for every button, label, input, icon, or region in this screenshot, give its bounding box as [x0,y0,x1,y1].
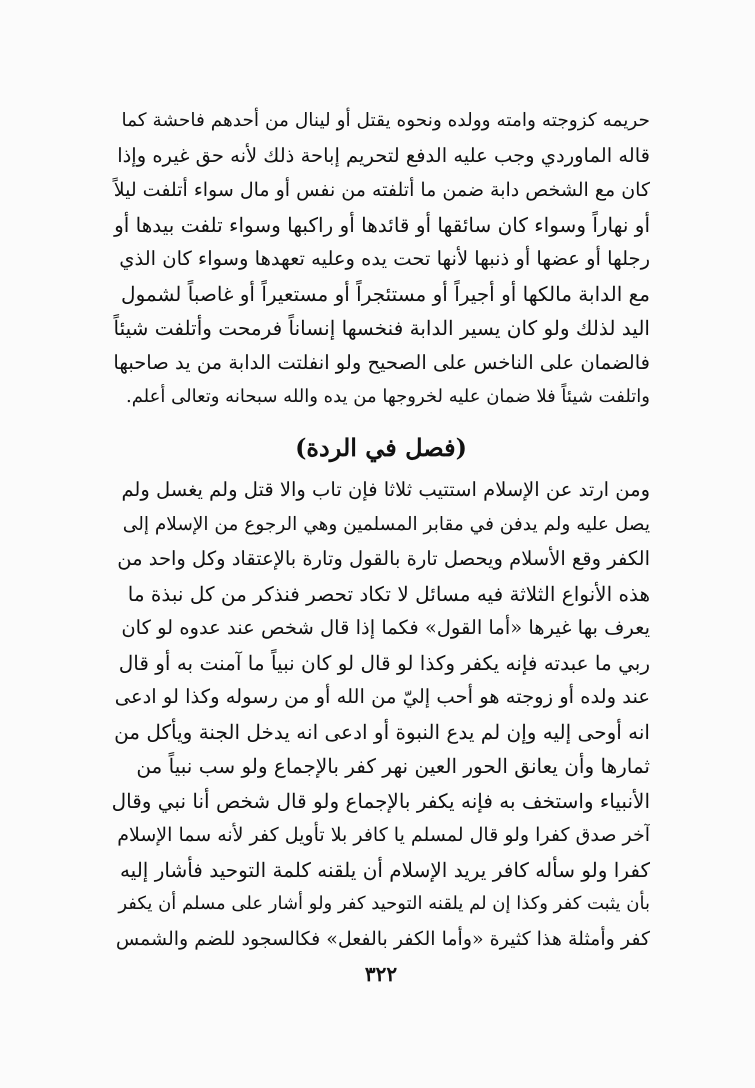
text-line: كان مع الشخص دابة ضمن ما أتلفته من نفس أو مال سواء أتلفت ليلاً [113,179,650,201]
text-line: آخر صدق كفرا ولو قال لمسلم يا كافر بلا تأويل كفر لأنه سما الإسلام [117,824,650,846]
text-line: ثمارها وأن يعانق الحور العين نهر كفر بالإجماع ولو سب نبياً من [136,754,650,778]
text-line: قاله الماوردي وجب عليه الدفع لتحريم إباحة ذلك لأنه حق غيره وإذا [117,143,650,167]
paragraph-2 [112,473,650,956]
text-line: ربي ما عبدته فإنه يكفر وكذا لو قال لو كان نبياً ما آمنت به أو قال [118,650,650,675]
section-heading: (فصل في الردة) [295,433,467,462]
text-line: أو نهاراً وسواء كان سائقها أو قائدها أو راكبها وسواء تلفت بيدها أو [114,212,650,237]
text-line: يعرف بها غيرها «أما القول» فكما إذا قال شخص عند عدوه لو كان [121,616,650,639]
text-line: بأن يثبت كفر وكذا إن لم يلقنه التوحيد كفر ولو أشار على مسلم أن يكفر [118,893,650,914]
text-line: اليد لذلك ولو كان يسير الدابة فنخسها إنساناً فرمحت وأتلفت شيئاً [113,316,650,340]
text-line: يصل عليه ولم يدفن في مقابر المسلمين وهي الرجوع من الإسلام إلى [122,513,650,535]
text-line: الكفر وقع الأسلام ويحصل تارة بالقول وتارة بالإعتقاد وكل واحد من [117,547,650,570]
text-line: رجلها أو عضها أو ذنبها لأنها تحت يده وعليه تعهدها وسواء كان الذي [119,247,650,270]
page-number: ٣٢٢ [364,962,398,986]
paragraph-1 [112,104,650,415]
text-line: انه أوحى إليه وإن لم يدع النبوة أو ادعى انه يدخل الجنة ويأكل من [114,719,650,744]
text-line: عند ولده أو زوجته هو أحب إليّ من الله أو من رسوله وكذا لو ادعى [114,685,650,708]
text-line: حريمه كزوجته وامته وولده ونحوه يقتل أو لينال من أحدهم فاحشة كما [121,110,650,131]
text-line: ومن ارتد عن الإسلام استتيب ثلاثا فإن تاب والا قتل ولم يغسل ولم [121,478,650,501]
text-line: مع الدابة مالكها أو أجيراً أو مستئجراً أو مستعيراً أو غاصباً لشمول [121,281,650,306]
text-line: كفر وأمثلة هذا كثيرة «وأما الكفر بالفعل» فكالسجود للضم والشمس [115,927,650,950]
text-line: فالضمان على الناخس على الصحيح ولو انفلتت الدابة من يد صاحبها [113,350,650,374]
text-line: هذه الأنواع الثلاثة فيه مسائل لا تكاد تحصر فنذكر من كل نبذة ما [127,581,650,606]
text-line: واتلفت شيئاً فلا ضمان عليه لخروجها من يده والله سبحانه وتعالى أعلم. [125,386,650,407]
text-line: الأنبياء واستخف به فإنه يكفر بالإجماع ولو قال شخص أنا نبي وقال [112,788,650,813]
text-line: كفرا ولو سأله كافر يريد الإسلام أن يلقنه كلمة التوحيد فأشار إليه [119,857,650,882]
